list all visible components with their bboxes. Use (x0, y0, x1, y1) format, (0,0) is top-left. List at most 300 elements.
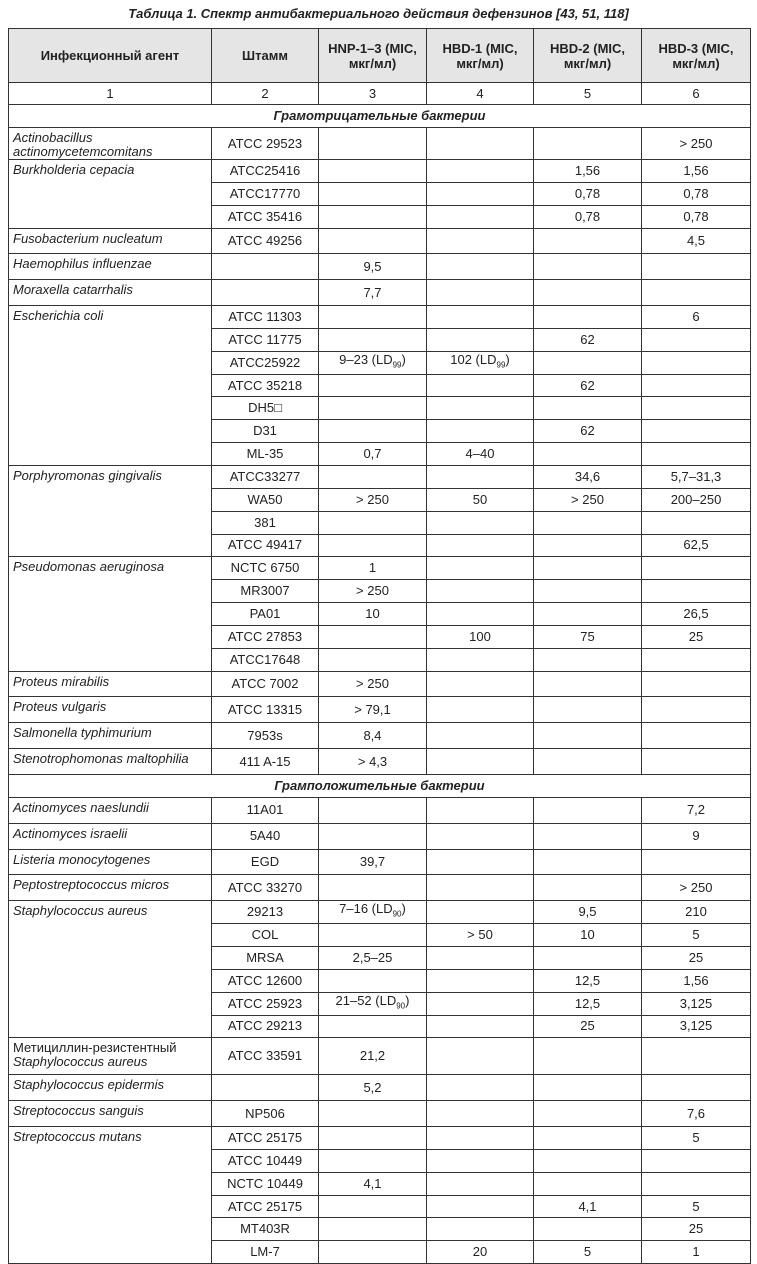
value-cell (534, 374, 642, 397)
value-text: > 250 (356, 491, 389, 507)
agent-name: Staphylococcus aureus (13, 1054, 148, 1070)
table-row (9, 875, 751, 901)
value-cell (534, 697, 642, 723)
agent-cell (9, 901, 212, 1038)
value-cell (534, 580, 642, 603)
table-row (9, 254, 751, 280)
value-cell (427, 511, 534, 534)
value-cell (319, 306, 427, 329)
value-text: 25 (580, 1018, 595, 1034)
agent-prefix: Метициллин-резистентный (13, 1040, 177, 1056)
agent-name: Peptostreptococcus micros (13, 877, 170, 893)
value-cell (534, 128, 642, 160)
value-cell (642, 228, 751, 254)
value-text: 8,4 (363, 727, 382, 743)
value-cell (319, 328, 427, 351)
header-cell: Инфекционный агент (9, 29, 212, 83)
value-cell (319, 849, 427, 875)
table-row (9, 823, 751, 849)
value-text: 1,56 (683, 162, 709, 178)
value-text: 3,125 (679, 1018, 713, 1034)
value-cell (427, 1241, 534, 1264)
value-cell (319, 280, 427, 306)
value-cell (427, 603, 534, 626)
table-row (9, 697, 751, 723)
value-text: 50 (472, 491, 488, 507)
table-row (9, 797, 751, 823)
value-cell (319, 557, 427, 580)
strain-cell: ATCC 12600 (212, 969, 319, 992)
strain-cell: ATCC25922 (212, 351, 319, 374)
strain-cell: NCTC 10449 (212, 1172, 319, 1195)
value-cell (319, 1241, 427, 1264)
value-cell (534, 420, 642, 443)
value-cell (534, 924, 642, 947)
value-text: 5 (692, 1129, 700, 1145)
strain-cell: ATCC17770 (212, 182, 319, 205)
value-cell (642, 625, 751, 648)
value-text: 9,5 (363, 258, 382, 274)
value-text: 21,2 (359, 1048, 386, 1064)
agent-name: Streptococcus mutans (13, 1129, 142, 1145)
header-row (9, 29, 751, 83)
value-cell (427, 443, 534, 466)
value-cell (427, 924, 534, 947)
value-cell (427, 823, 534, 849)
value-cell (319, 420, 427, 443)
value-cell (319, 625, 427, 648)
value-cell (427, 1149, 534, 1172)
value-cell (427, 280, 534, 306)
agent-name: Burkholderia cepacia (13, 162, 135, 177)
strain-cell: 7953s (212, 723, 319, 749)
value-cell (534, 511, 642, 534)
value-text: 1,56 (683, 972, 709, 988)
agent-cell (9, 465, 212, 556)
value-cell (319, 603, 427, 626)
value-cell (534, 723, 642, 749)
value-text: 9–23 (LD (339, 351, 393, 367)
strain-cell: MR3007 (212, 580, 319, 603)
agent-name: Listeria monocytogenes (13, 851, 151, 867)
value-text: 5 (583, 1244, 592, 1260)
value-cell (642, 160, 751, 183)
strain-cell: ATCC 29213 (212, 1015, 319, 1038)
strain-cell: ATCC 11775 (212, 328, 319, 351)
value-cell (534, 875, 642, 901)
value-cell (642, 254, 751, 280)
table-caption: Таблица 1. Спектр антибактериального действия дефензинов [43, 51, 118] (128, 6, 629, 21)
value-cell (642, 901, 751, 924)
value-cell (427, 969, 534, 992)
value-cell (319, 671, 427, 697)
value-text: > 50 (467, 927, 493, 943)
value-text: 200–250 (670, 491, 722, 507)
value-cell (642, 580, 751, 603)
value-text: 102 (LD (450, 351, 497, 367)
table-row (9, 723, 751, 749)
value-cell (427, 797, 534, 823)
value-cell (319, 823, 427, 849)
value-cell (427, 648, 534, 671)
agent-cell (9, 671, 212, 697)
strain-cell: ATCC25416 (212, 160, 319, 183)
value-cell (642, 723, 751, 749)
value-cell (642, 1127, 751, 1150)
value-cell (427, 534, 534, 557)
value-cell (427, 557, 534, 580)
strain-cell: ATCC 25175 (212, 1195, 319, 1218)
section-title: Грамположительные бактерии (9, 774, 751, 797)
value-cell (534, 488, 642, 511)
value-cell (534, 1101, 642, 1127)
value-cell (534, 280, 642, 306)
ld-subscript: 90 (392, 910, 402, 920)
agent-cell (9, 128, 212, 160)
agent-name: Actinomyces israelii (13, 825, 128, 841)
value-text: 10 (580, 927, 595, 943)
value-cell (427, 205, 534, 228)
value-cell (319, 697, 427, 723)
value-cell (642, 1075, 751, 1101)
strain-cell: ATCC 29523 (212, 128, 319, 160)
value-cell (642, 128, 751, 160)
value-cell (642, 875, 751, 901)
table-body (9, 29, 751, 1264)
table-row (9, 128, 751, 160)
value-cell: 7–16 $(LD_{90})$ (319, 901, 427, 924)
value-cell (642, 969, 751, 992)
table-row (9, 1038, 751, 1075)
value-cell (319, 254, 427, 280)
agent-cell (9, 557, 212, 671)
value-text: 6 (692, 308, 700, 324)
value-text: 0,78 (683, 208, 709, 224)
value-cell (642, 648, 751, 671)
header-cell: HBD-2 (MIC, мкг/мл) (534, 29, 642, 83)
value-cell (319, 1015, 427, 1038)
strain-cell: ATCC 33591 (212, 1038, 319, 1075)
value-text: 1 (692, 1244, 700, 1260)
value-cell (427, 1015, 534, 1038)
table-row (9, 671, 751, 697)
agent-name: Staphylococcus epidermis (13, 1077, 165, 1093)
value-cell (534, 534, 642, 557)
value-cell (534, 969, 642, 992)
strain-cell: ATCC 49417 (212, 534, 319, 557)
value-text: 210 (685, 904, 707, 920)
agent-name: Moraxella catarrhalis (13, 282, 133, 298)
value-cell (319, 128, 427, 160)
value-cell (534, 397, 642, 420)
table-row (9, 280, 751, 306)
value-cell (534, 1195, 642, 1218)
value-text: 62 (580, 423, 595, 439)
table-row (9, 1075, 751, 1101)
value-text: 9 (692, 828, 700, 844)
value-cell (642, 1195, 751, 1218)
value-cell: 21–52 $(LD_{90})$ (319, 992, 427, 1015)
value-text: 0,78 (574, 208, 601, 224)
value-cell (319, 1038, 427, 1075)
agent-cell (9, 749, 212, 775)
value-cell (534, 992, 642, 1015)
value-cell (534, 823, 642, 849)
agent-name: Haemophilus influenzae (13, 256, 152, 272)
strain-cell: ATCC 25175 (212, 1127, 319, 1150)
strain-cell: ATCC 10449 (212, 1149, 319, 1172)
value-text: 26,5 (683, 605, 709, 621)
agent-cell (9, 160, 212, 229)
value-text: > 250 (679, 879, 713, 895)
value-cell (642, 924, 751, 947)
strain-cell: ATCC 27853 (212, 625, 319, 648)
value-cell (319, 465, 427, 488)
value-cell (534, 160, 642, 183)
value-cell (319, 1195, 427, 1218)
table-row (9, 465, 751, 488)
value-cell (427, 697, 534, 723)
value-cell (534, 1127, 642, 1150)
value-text: 4,5 (686, 232, 706, 248)
agent-cell (9, 697, 212, 723)
value-text: 4–40 (465, 446, 495, 462)
value-cell (319, 875, 427, 901)
agent-cell (9, 797, 212, 823)
value-cell (642, 797, 751, 823)
value-cell (642, 1101, 751, 1127)
column-number: 2 (212, 83, 319, 105)
value-cell (534, 465, 642, 488)
value-text: 12,5 (574, 972, 601, 988)
strain-cell: ML-35 (212, 443, 319, 466)
value-text: 34,6 (574, 468, 601, 484)
value-text: 7–16 (LD (339, 901, 393, 917)
strain-cell: MRSA (212, 947, 319, 970)
value-cell (427, 901, 534, 924)
strain-cell: DH5□ (212, 397, 319, 420)
value-cell (642, 280, 751, 306)
value-cell (319, 374, 427, 397)
column-number: 3 (319, 83, 427, 105)
value-cell (642, 992, 751, 1015)
value-text: 5,2 (363, 1079, 382, 1095)
value-cell (642, 749, 751, 775)
value-cell (642, 511, 751, 534)
value-cell (642, 443, 751, 466)
value-cell (319, 1101, 427, 1127)
value-text: > 79,1 (354, 701, 391, 717)
value-cell (427, 465, 534, 488)
value-cell (642, 488, 751, 511)
value-text: 39,7 (359, 854, 386, 870)
table-row (9, 557, 751, 580)
value-text: > 250 (356, 583, 389, 599)
value-cell (534, 228, 642, 254)
ld-subscript: 99 (392, 360, 402, 370)
value-cell (427, 306, 534, 329)
value-cell (642, 1015, 751, 1038)
value-cell (319, 924, 427, 947)
value-cell (427, 723, 534, 749)
value-cell (534, 1241, 642, 1264)
value-text: 62 (580, 377, 595, 393)
value-cell (534, 557, 642, 580)
value-cell (642, 1241, 751, 1264)
value-text: 62,5 (683, 537, 709, 553)
value-cell (534, 254, 642, 280)
strain-cell: MT403R (212, 1218, 319, 1241)
value-cell (534, 205, 642, 228)
value-text: 25 (688, 1221, 704, 1237)
value-cell (534, 328, 642, 351)
value-cell (319, 947, 427, 970)
column-number: 4 (427, 83, 534, 105)
value-cell (642, 328, 751, 351)
agent-name: Staphylococcus aureus (13, 903, 148, 919)
value-cell (427, 420, 534, 443)
value-cell (534, 947, 642, 970)
strain-cell: ATCC 7002 (212, 671, 319, 697)
value-cell (427, 228, 534, 254)
value-cell (642, 671, 751, 697)
agent-cell (9, 1038, 212, 1075)
section-row (9, 105, 751, 128)
value-cell (319, 797, 427, 823)
value-cell (534, 306, 642, 329)
section-title: Грамотрицательные бактерии (9, 105, 751, 128)
table-row (9, 228, 751, 254)
strain-cell: LM-7 (212, 1241, 319, 1264)
value-text: 62 (580, 331, 595, 347)
value-cell (319, 228, 427, 254)
value-cell (427, 875, 534, 901)
value-cell (642, 849, 751, 875)
value-cell: 9–23 $(LD_{99})$ (319, 351, 427, 374)
table-row (9, 749, 751, 775)
value-text: 7,2 (686, 802, 706, 818)
value-cell (319, 160, 427, 183)
strain-cell: ATCC17648 (212, 648, 319, 671)
table-row (9, 849, 751, 875)
section-row (9, 774, 751, 797)
agent-name: Pseudomonas aeruginosa (13, 559, 165, 575)
agent-cell (9, 254, 212, 280)
agent-cell (9, 280, 212, 306)
value-cell (427, 328, 534, 351)
value-cell (427, 397, 534, 420)
value-cell (642, 557, 751, 580)
strain-cell: ATCC 25923 (212, 992, 319, 1015)
strain-cell: 29213 (212, 901, 319, 924)
strain-cell: 381 (212, 511, 319, 534)
agent-name: Salmonella typhimurium (13, 725, 152, 741)
value-text: 25 (688, 628, 704, 644)
value-text: 10 (365, 605, 380, 621)
value-text: > 250 (571, 491, 604, 507)
value-text: 0,78 (574, 185, 601, 201)
ld-subscript: 90 (396, 1001, 406, 1011)
value-cell (319, 1075, 427, 1101)
value-cell: 102 $(LD_{99})$ (427, 351, 534, 374)
value-cell (319, 723, 427, 749)
strain-cell: EGD (212, 849, 319, 875)
value-cell (427, 671, 534, 697)
strain-cell: D31 (212, 420, 319, 443)
value-text: > 250 (679, 135, 713, 151)
strain-cell (212, 280, 319, 306)
strain-cell: ATCC 49256 (212, 228, 319, 254)
value-cell (427, 160, 534, 183)
strain-cell: ATCC 35416 (212, 205, 319, 228)
value-cell (534, 1172, 642, 1195)
value-text: 3,125 (679, 995, 713, 1011)
strain-cell (212, 1075, 319, 1101)
agent-cell (9, 228, 212, 254)
value-cell (534, 443, 642, 466)
value-cell (319, 443, 427, 466)
value-cell (534, 625, 642, 648)
table-row (9, 901, 751, 924)
value-cell (427, 992, 534, 1015)
value-cell (427, 182, 534, 205)
value-cell (534, 1218, 642, 1241)
strain-cell: NP506 (212, 1101, 319, 1127)
agent-cell (9, 1127, 212, 1264)
value-cell (319, 1149, 427, 1172)
agent-cell (9, 849, 212, 875)
value-cell (427, 488, 534, 511)
value-cell (642, 1172, 751, 1195)
value-cell (534, 1075, 642, 1101)
value-text: 9,5 (578, 904, 597, 920)
value-text: 5,7–31,3 (670, 468, 722, 484)
value-cell (642, 534, 751, 557)
strain-cell: 11A01 (212, 797, 319, 823)
agent-cell (9, 306, 212, 466)
agent-name: Stenotrophomonas maltophilia (13, 751, 189, 767)
agent-name: Proteus vulgaris (13, 699, 107, 715)
value-cell (642, 823, 751, 849)
column-number-row (9, 83, 751, 105)
value-cell (534, 351, 642, 374)
value-text: > 250 (356, 675, 389, 691)
agent-name: Actinomyces naeslundii (13, 799, 149, 815)
value-text: 1 (368, 560, 377, 576)
table-row (9, 306, 751, 329)
value-cell (319, 648, 427, 671)
value-text: 0,7 (363, 446, 382, 462)
value-cell (642, 374, 751, 397)
value-cell (427, 580, 534, 603)
value-text: 20 (472, 1244, 488, 1260)
value-cell (427, 374, 534, 397)
value-cell (427, 749, 534, 775)
value-text: 12,5 (574, 995, 601, 1011)
agent-cell (9, 1075, 212, 1101)
value-cell (642, 306, 751, 329)
value-cell (642, 697, 751, 723)
value-cell (427, 1038, 534, 1075)
value-text: 2,5–25 (352, 949, 393, 965)
value-cell (642, 1038, 751, 1075)
value-cell (427, 1127, 534, 1150)
value-cell (319, 1218, 427, 1241)
value-text: 25 (688, 949, 704, 965)
value-cell (319, 1127, 427, 1150)
strain-cell: COL (212, 924, 319, 947)
value-text: 100 (469, 628, 491, 644)
